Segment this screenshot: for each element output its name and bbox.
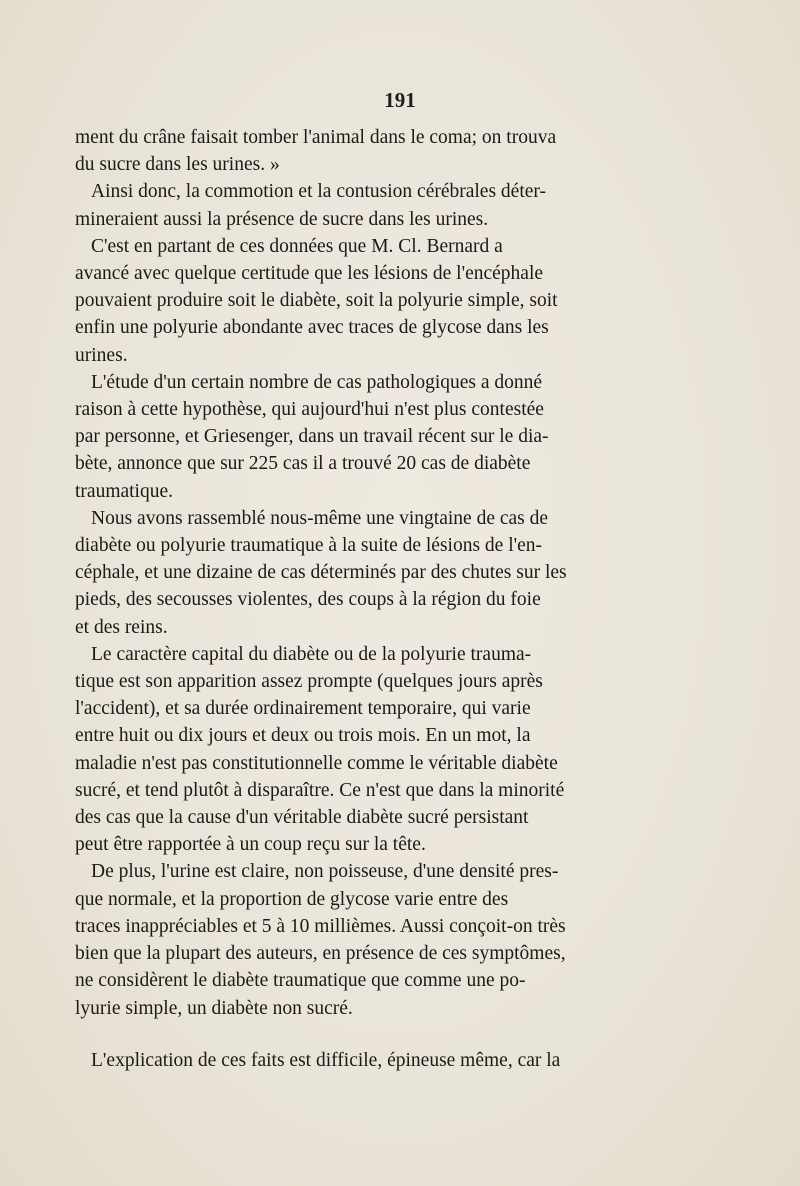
paragraph-6 (75, 641, 628, 859)
text-line: l'accident), et sa durée ordinairement temporaire, qui varie (75, 698, 531, 720)
text-line: diabète ou polyurie traumatique à la suite de lésions de l'en- (75, 535, 543, 557)
text-line: pouvaient produire soit le diabète, soit la polyurie simple, soit (75, 290, 558, 312)
text-line: C'est en partant de ces données que M. Cl. Bernard a (91, 235, 503, 257)
text-line: tique est son apparition assez prompte (quelques jours après (75, 671, 543, 693)
text-line: peut être rapportée à un coup reçu sur la tête. (75, 834, 426, 856)
paragraph-final (75, 1047, 628, 1074)
text-line: mineraient aussi la présence de sucre dans les urines. (75, 208, 489, 230)
paragraph-1 (75, 124, 628, 178)
paragraph-4 (75, 369, 628, 505)
text-line: raison à cette hypothèse, qui aujourd'hui n'est plus contestée (75, 399, 544, 421)
paragraph-7 (75, 858, 628, 1021)
text-line: L'étude d'un certain nombre de cas pathologiques a donné (91, 371, 543, 393)
text-line: maladie n'est pas constitutionnelle comme le véritable diabète (75, 752, 558, 774)
text-line: céphale, et une dizaine de cas déterminés par des chutes sur les (75, 562, 567, 584)
text-line: par personne, et Griesenger, dans un travail récent sur le dia- (75, 426, 549, 448)
text-line: enfin une polyurie abondante avec traces de glycose dans les (75, 317, 549, 339)
text-line: L'explication de ces faits est difficile, épineuse même, car la (91, 1049, 561, 1071)
text-line: ment du crâne faisait tomber l'animal dans le coma; on trouva (75, 127, 557, 148)
text-line: traumatique. (75, 480, 174, 502)
text-line: bien que la plupart des auteurs, en présence de ces symptômes, (75, 943, 566, 965)
text-line: urines. (75, 344, 128, 366)
text-line: pieds, des secousses violentes, des coups à la région du foie (75, 589, 541, 611)
paragraph-5 (75, 505, 628, 641)
text-line: et des reins. (75, 616, 168, 638)
paragraph-2 (75, 178, 628, 232)
paragraph-3 (75, 233, 628, 369)
body-text (75, 124, 628, 1074)
text-line: traces inappréciables et 5 à 10 millièmes. Aussi conçoit-on très (75, 915, 566, 937)
text-line: Le caractère capital du diabète ou de la polyurie trauma- (91, 643, 532, 665)
text-line: bète, annonce que sur 225 cas il a trouvé 20 cas de diabète (75, 453, 531, 475)
page-number: 191 (384, 88, 416, 112)
text-line: entre huit ou dix jours et deux ou trois mois. En un mot, la (75, 725, 531, 747)
text-line: des cas que la cause d'un véritable diabète sucré persistant (75, 807, 529, 829)
text-line: De plus, l'urine est claire, non poisseuse, d'une densité pres- (91, 861, 559, 883)
section-gap (75, 1022, 628, 1047)
text-line: avancé avec quelque certitude que les lésions de l'encéphale (75, 263, 544, 285)
text-line: ne considèrent le diabète traumatique que comme une po- (75, 970, 526, 992)
text-line: du sucre dans les urines. » (75, 154, 280, 176)
text-line: Ainsi donc, la commotion et la contusion cérébrales déter- (91, 181, 547, 203)
text-line: lyurie simple, un diabète non sucré. (75, 997, 353, 1019)
text-line: sucré, et tend plutôt à disparaître. Ce n'est que dans la minorité (75, 779, 565, 801)
text-line: que normale, et la proportion de glycose varie entre des (75, 888, 509, 910)
text-line: Nous avons rassemblé nous-même une vingtaine de cas de (91, 507, 549, 529)
